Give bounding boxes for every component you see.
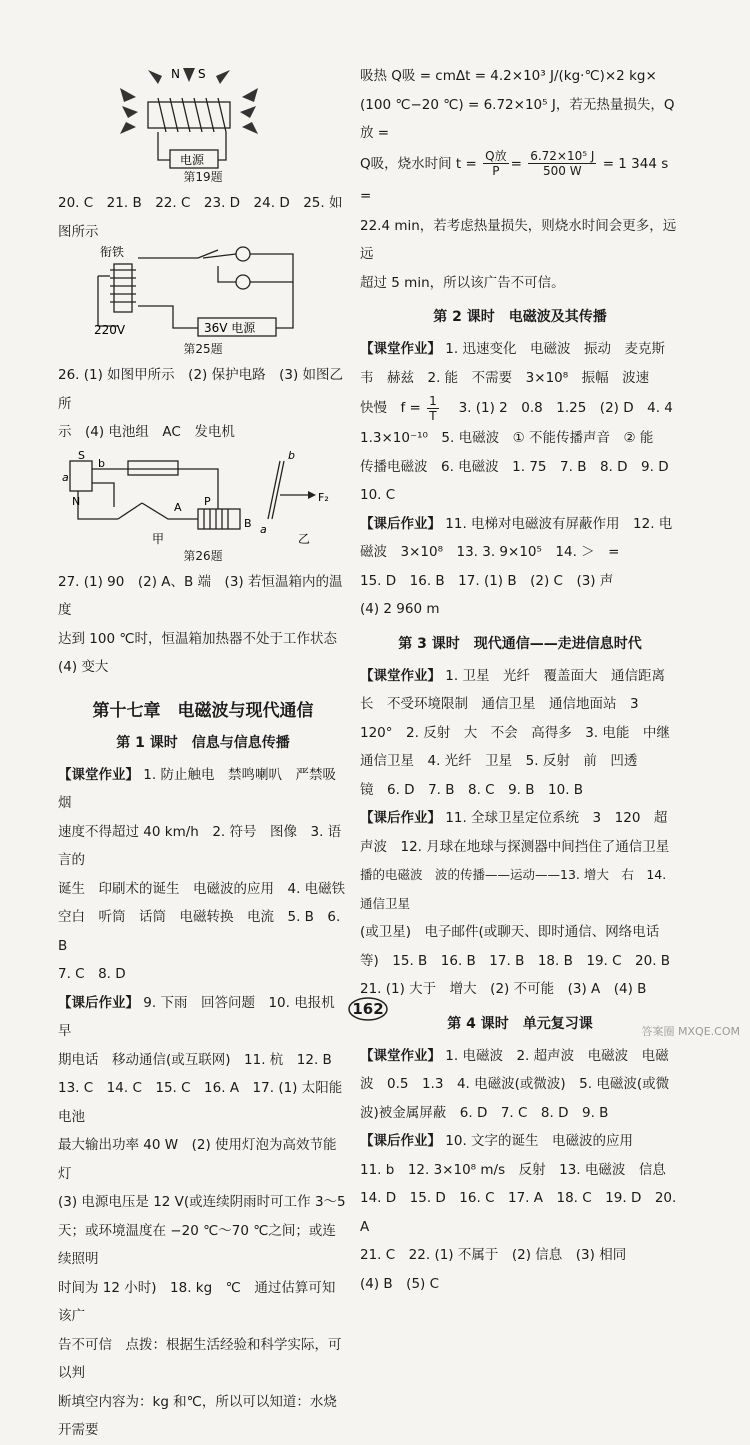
answer-line: 天；或环境温度在 −20 ℃～70 ℃之间；或连续照明	[58, 1222, 336, 1267]
answer-text: 11. 电梯对电磁波有屏蔽作用 12. 电	[441, 515, 673, 532]
answer-line: 20. C 21. B 22. C 23. D 24. D 25. 如图所示	[58, 195, 343, 240]
fraction: $\frac{1}{T}$	[429, 393, 437, 423]
answer-line: 26. (1) 如图甲所示 (2) 保护电路 (3) 如图乙所	[58, 367, 344, 412]
answer-line: 速度不得超过 40 km/h 2. 符号 图像 3. 语言的	[58, 823, 342, 868]
homework-tag: 【课后作业】	[58, 994, 139, 1011]
answer-line	[58, 989, 348, 1046]
answer-line: (4) 变大	[58, 659, 109, 675]
answer-text: 1. 防止触电 禁鸣喇叭 严禁吸烟	[58, 766, 336, 811]
page-number	[347, 996, 389, 1022]
answer-text: 1. 迅速变化 电磁波 振动 麦克斯	[441, 341, 665, 357]
fig26-rod-b-label: b	[288, 448, 295, 462]
fig26-A-label: A	[174, 500, 182, 514]
figure-26	[58, 447, 348, 545]
answer-line: 120° 2. 反射 大 不会 高得多 3. 电能 中继	[360, 724, 670, 741]
fig26-s-label: S	[78, 448, 85, 462]
fig26-rod-a-label: a	[260, 522, 267, 536]
fig26-P-label: P	[204, 494, 211, 508]
fig19-caption: 第19题	[183, 170, 223, 184]
fig19-power-label: 电源	[180, 153, 205, 167]
section-title: 第 4 课时 单元复习课	[447, 1015, 593, 1032]
classwork-tag: 【课堂作业】	[360, 667, 441, 684]
answer-line	[360, 804, 680, 833]
answer-text: 11. 全球卫星定位系统 3 120 超	[441, 810, 668, 826]
answer-line: 7. C 8. D	[58, 966, 126, 982]
answer-line: 镜 6. D 7. B 8. C 9. B 10. B	[360, 781, 584, 798]
answer-line: (4) B (5) C	[360, 1275, 440, 1292]
answer-line: 时间为 12 小时) 18. kg ℃ 通过估算可知该广	[58, 1279, 336, 1324]
answer-line: Q吸，烧水时间 t = $\frac{\text{Q放}}{P}$ = $\frac{\text{6.72×10⁵ J}}{500 W}$ = 1 344 s =	[360, 149, 669, 204]
homework-tag: 【课后作业】	[360, 515, 441, 532]
fig26-B-label: B	[244, 516, 252, 530]
left-column	[58, 62, 348, 1445]
answer-line: 13. C 14. C 15. C 16. A 17. (1) 太阳能电池	[58, 1080, 343, 1125]
answer-line: 通信卫星 4. 光纤 卫星 5. 反射 前 凹透	[360, 753, 638, 769]
fig25-armature-label: 衔铁	[100, 246, 125, 259]
answer-line: 磁波 3×10⁸ 13. 3. 9×10⁵ 14. ＞ =	[360, 544, 620, 560]
answer-line: 诞生 印刷术的诞生 电磁波的应用 4. 电磁铁	[58, 880, 346, 897]
answer-line: (100 ℃−20 ℃) = 6.72×10⁵ J，若无热量损失，Q放 =	[360, 96, 675, 141]
answer-line	[360, 1127, 680, 1156]
answer-line: 21. C 22. (1) 不属于 (2) 信息 (3) 相同	[360, 1247, 627, 1263]
answer-line: (3) 电源电压是 12 V(或连续阴雨时可工作 3～5	[58, 1194, 346, 1210]
answer-line: 传播电磁波 6. 电磁波 1. 75 7. B 8. D 9. D	[360, 458, 669, 475]
fraction: $\frac{\text{Q放}}{P}$	[485, 149, 507, 178]
classwork-tag: 【课堂作业】	[360, 1047, 441, 1064]
answer-line	[360, 335, 680, 364]
answer-line	[360, 1042, 680, 1071]
answer-line: 15. D 16. B 17. (1) B (2) C (3) 声	[360, 572, 614, 589]
section-title: 第 3 课时 现代通信——走进信息时代	[398, 635, 642, 652]
answer-line: 最大输出功率 40 W (2) 使用灯泡为高效节能灯	[58, 1137, 337, 1182]
answer-text: 10. 文字的诞生 电磁波的应用	[441, 1133, 634, 1149]
answer-line: 27. (1) 90 (2) A、B 端 (3) 若恒温箱内的温度	[58, 573, 343, 618]
answer-line: 10. C	[360, 487, 396, 503]
answer-text: Q吸，烧水时间 t =	[360, 155, 477, 172]
answer-line: (4) 2 960 m	[360, 601, 440, 617]
homework-tag: 【课后作业】	[360, 810, 441, 826]
answer-line	[58, 761, 348, 818]
fig26-yi-label: 乙	[298, 531, 311, 545]
fig26-a-label: a	[62, 470, 69, 484]
section-title: 第 1 课时 信息与信息传播	[116, 734, 290, 751]
fig26-force-label: F₂	[318, 490, 329, 504]
answer-line: 波)被金属屏蔽 6. D 7. C 8. D 9. B	[360, 1104, 609, 1121]
page-number-text: 162	[352, 1000, 384, 1018]
right-column	[360, 62, 680, 1298]
answer-line: 22.4 min，若考虑热量损失，则烧水时间会更多，远远	[360, 217, 677, 262]
electromagnet-diagram	[58, 62, 348, 174]
classwork-tag: 【课堂作业】	[360, 341, 441, 357]
answer-line: 声波 12. 月球在地球与探测器中间挡住了通信卫星	[360, 838, 670, 855]
fig19-n-label: N	[171, 67, 180, 81]
fraction: $\frac{\text{6.72×10⁵ J}}{500 W}$	[530, 149, 595, 178]
answer-line: 超过 5 min，所以该广告不可信。	[360, 274, 565, 291]
fig19-s-label: S	[198, 67, 206, 81]
answer-text: 9. 下雨 回答问题 10. 电报机 早	[58, 994, 349, 1039]
answer-line: 断填空内容为：kg 和℃，所以可以知道：水烧开需要	[58, 1393, 337, 1438]
fig25-caption: 第25题	[183, 342, 223, 356]
section-title: 第 2 课时 电磁波及其传播	[433, 309, 607, 325]
answer-line: 等) 15. B 16. B 17. B 18. B 19. C 20. B	[360, 952, 671, 969]
relay-circuit-diagram	[58, 246, 348, 338]
answer-text: 1. 电磁波 2. 超声波 电磁波 电磁	[441, 1047, 669, 1064]
fig25-220v-label: 220V	[94, 323, 126, 337]
answer-line: 告不可信 点拨：根据生活经验和科学实际，可以判	[58, 1336, 342, 1381]
answer-line: 14. D 15. D 16. C 17. A 18. C 19. D 20. A	[360, 1190, 677, 1235]
answer-text: 1. 卫星 光纤 覆盖面大 通信距离	[441, 667, 665, 684]
answer-line: 波 0.5 1.3 4. 电磁波(或微波) 5. 电磁波(或微	[360, 1076, 670, 1092]
fig26-caption: 第26题	[183, 548, 223, 563]
fig26-n-label: N	[72, 494, 81, 508]
answer-text: = 1 344 s =	[360, 155, 669, 204]
answer-line: 示 (4) 电池组 AC 发电机	[58, 424, 235, 440]
answer-line: 韦 赫兹 2. 能 不需要 3×10⁸ 振幅 波速	[360, 369, 650, 386]
answer-line: 期电话 移动通信(或互联网) 11. 杭 12. B	[58, 1051, 332, 1068]
fig25-36v-label: 36V 电源	[204, 321, 256, 335]
answer-line	[360, 662, 680, 691]
answer-line	[360, 392, 680, 424]
answer-text: 3. (1) 2 0.8 1.25 (2) D 4. 4	[445, 400, 673, 416]
answer-line: (或卫星) 电子邮件(或聊天、即时通信、网络电话	[360, 924, 660, 940]
fig26-jia-label: 甲	[152, 531, 165, 545]
answer-line: 达到 100 ℃时，恒温箱加热器不处于工作状态	[58, 630, 338, 647]
chapter-title: 第十七章 电磁波与现代通信	[92, 700, 314, 721]
figure-25	[58, 246, 348, 338]
homework-tag: 【课后作业】	[360, 1133, 441, 1149]
fig26-b-label: b	[98, 456, 105, 470]
answer-line: 吸热 Q吸 = cmΔt = 4.2×10³ J/(kg·℃)×2 kg×	[360, 68, 657, 84]
answer-line: 1.3×10⁻¹⁰ 5. 电磁波 ① 不能传播声音 ② 能	[360, 430, 654, 446]
answer-line: 空白 听筒 话筒 电磁转换 电流 5. B 6. B	[58, 909, 341, 954]
classwork-tag: 【课堂作业】	[58, 766, 139, 783]
answer-text: 快慢 f =	[360, 400, 421, 416]
generator-circuit-diagram	[58, 447, 348, 545]
answer-line: 21. (1) 大于 增大 (2) 不可能 (3) A (4) B	[360, 981, 647, 997]
figure-19	[58, 62, 348, 174]
answer-line: 11. b 12. 3×10⁸ m/s 反射 13. 电磁波 信息	[360, 1161, 666, 1178]
answer-line: 长 不受环境限制 通信卫星 通信地面站 3	[360, 696, 639, 712]
watermark: 答案圈 MXQE.COM	[641, 1025, 740, 1038]
answer-line: 播的电磁波 波的传播——运动——13. 增大 右 14. 通信卫星	[360, 867, 667, 911]
answer-line	[360, 510, 680, 539]
